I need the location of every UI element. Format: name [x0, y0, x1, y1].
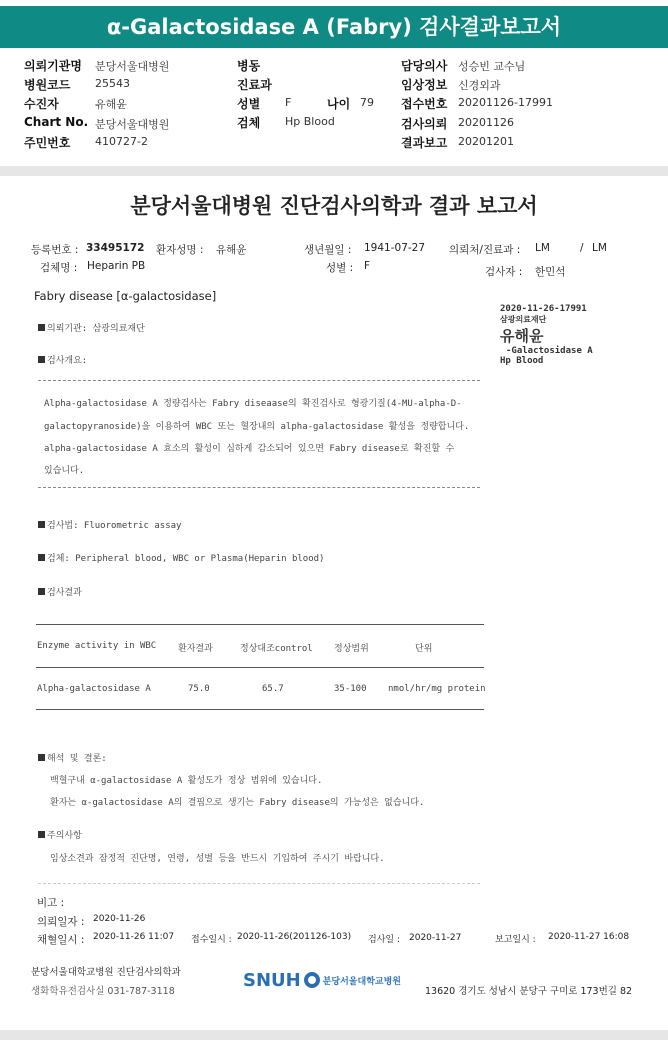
- table-cell-unit: nmol/hr/mg protein: [388, 684, 486, 694]
- ward-label: 병동: [237, 59, 261, 73]
- report-title: 분당서울대병원 진단검사의학과 결과 보고서: [130, 194, 538, 218]
- receipt-no-value: 20201126-17991: [458, 96, 553, 109]
- result-report-value: 20201201: [458, 135, 514, 148]
- overview-line-1: Alpha-galactosidase A 정량검사는 Fabry diseaase의 확진검사로 형광기질(4-MU-alpha-D-: [44, 399, 462, 409]
- table-cell-patient: 75.0: [188, 684, 210, 694]
- bullet-square-icon: [38, 754, 45, 761]
- overview-line-4: 있습니다.: [44, 466, 85, 476]
- test-name: Fabry disease [α-galactosidase]: [34, 289, 217, 303]
- table-header-range: 정상범위: [334, 644, 369, 654]
- result-section: [38, 585, 82, 598]
- examiner-value: 한민석: [535, 266, 566, 278]
- sample-section: [38, 551, 324, 564]
- table-header-unit: 단위: [415, 644, 433, 654]
- dept-label: 의뢰처/진료과 :: [449, 244, 521, 256]
- resident-no-label: 주민번호: [24, 136, 71, 150]
- info-grid: [0, 52, 668, 166]
- footer-department: 분당서울대학교병원 진단검사의학과: [31, 967, 181, 978]
- dob-label: 생년월일 :: [304, 244, 352, 256]
- caution-heading: 주의사항: [47, 831, 82, 841]
- method-section: [38, 518, 181, 531]
- interpretation-heading: 해석 및 결론:: [47, 754, 107, 764]
- sex-label: 성별: [237, 97, 261, 111]
- interpretation-line-2: 환자는 α-galactosidase A의 결핍으로 생기는 Fabry disease의 가능성은 없습니다.: [50, 798, 425, 808]
- reg-no-label: 등록번호 :: [31, 244, 79, 256]
- reg-no-value: 33495172: [86, 242, 145, 254]
- age-value: 79: [360, 96, 374, 109]
- institution-text: 의뢰기관: 삼광의료재단: [47, 324, 145, 334]
- report-banner: [0, 0, 668, 52]
- bullet-square-icon: [38, 521, 45, 528]
- resident-no-value: 410727-2: [95, 135, 148, 148]
- footer-address: 13620 경기도 성남시 분당구 구미로 173번길 82: [425, 986, 633, 997]
- hospital-logo: [243, 968, 401, 992]
- table-header-enzyme: Enzyme activity in WBC: [37, 641, 157, 651]
- stamp-line-1: 2020-11-26-17991: [500, 304, 587, 314]
- result-heading: 검사결과: [47, 588, 82, 598]
- examinee-value: 유해윤: [95, 98, 127, 111]
- test-date-label: 검사일 :: [368, 935, 400, 945]
- examiner-label: 검사자 :: [485, 266, 523, 278]
- collection-value: 2020-11-26 11:07: [93, 932, 175, 942]
- caution-line: 임상소견과 잠정적 진단명, 연령, 성별 등을 반드시 기입하여 주시기 바랍니다.: [50, 854, 385, 864]
- overview-heading: 검사개요:: [47, 356, 88, 366]
- doctor-label: 담당의사: [401, 59, 448, 73]
- examinee-label: 수진자: [24, 97, 59, 111]
- specimen-label: 검체: [237, 116, 261, 130]
- patient-name-value: 유해윤: [216, 244, 247, 256]
- test-date-value: 2020-11-27: [409, 933, 462, 943]
- bullet-square-icon: [38, 588, 45, 595]
- table-cell-control: 65.7: [262, 684, 284, 694]
- result-report-label: 결과보고: [401, 136, 448, 150]
- bullet-square-icon: [38, 356, 45, 363]
- overview-section: [38, 353, 87, 366]
- request-date-value-2: 2020-11-26: [93, 914, 146, 924]
- report-date-label: 보고일시 :: [495, 935, 536, 945]
- department-label: 진료과: [237, 78, 272, 92]
- bullet-square-icon: [38, 554, 45, 561]
- request-date-label: 검사의뢰: [401, 117, 448, 131]
- dashed-divider: [38, 883, 480, 884]
- footer-lab: 생화학유전검사실 031-787-3118: [31, 986, 175, 997]
- bullet-square-icon: [38, 324, 45, 331]
- dashed-divider: [38, 380, 480, 381]
- caution-section: [38, 828, 82, 841]
- remark-label: 비고 :: [37, 897, 65, 909]
- collection-label: 채혈일시 :: [37, 934, 85, 946]
- table-cell-enzyme: Alpha-galactosidase A: [37, 684, 151, 694]
- method-text: 검사법: Fluorometric assay: [47, 521, 182, 531]
- clinical-info-value: 신경외과: [458, 79, 501, 92]
- scanned-report: [0, 176, 668, 1040]
- stamp-line-3: 유해윤: [500, 327, 544, 345]
- dept-value: LM: [535, 242, 550, 254]
- report-date-value: 2020-11-27 16:08: [548, 932, 630, 942]
- receipt-time-value: 2020-11-26(201126-103): [237, 932, 352, 942]
- table-header-control: 정상대조control: [240, 644, 313, 654]
- specimen-name-label: 검체명 :: [40, 262, 78, 274]
- dashed-divider: [38, 487, 480, 488]
- banner-title: α-Galactosidase A (Fabry) 검사결과보고서: [106, 15, 562, 39]
- specimen-name-value: Heparin PB: [87, 260, 146, 272]
- dept-separator: /: [580, 242, 584, 254]
- hospital-code-value: 25543: [95, 77, 130, 90]
- logo-text: SNUH: [243, 969, 301, 991]
- section-divider: [0, 166, 668, 176]
- chart-no-label: Chart No.: [24, 115, 89, 129]
- table-cell-range: 35-100: [334, 684, 367, 694]
- patient-name-label: 환자성명 :: [156, 244, 204, 256]
- receipt-time-label: 접수일시 :: [191, 935, 232, 945]
- logo-hospital-name: 분당서울대학교병원: [322, 976, 401, 987]
- interpretation-line-1: 백혈구내 α-galactosidase A 활성도가 정상 범위에 있습니다.: [50, 776, 323, 786]
- clinical-info-label: 임상정보: [401, 78, 448, 92]
- report-sex-value: F: [364, 260, 371, 272]
- report-sex-label: 성별 :: [326, 262, 354, 274]
- request-date-label-2: 의뢰일자 :: [37, 916, 85, 928]
- request-date-value: 20201126: [458, 116, 514, 129]
- age-label: 나이: [327, 97, 351, 111]
- specimen-stamp: [500, 304, 640, 366]
- stamp-line-5: Hp Blood: [500, 356, 544, 366]
- bullet-square-icon: [38, 831, 45, 838]
- overview-line-2: galactopyranoside)을 이용하여 WBC 또는 혈장내의 alpha-galactosidase 활성을 정량합니다.: [44, 422, 470, 432]
- institution-section: [38, 321, 145, 334]
- doctor-value: 성승빈 교수님: [458, 60, 526, 73]
- hospital-emblem-icon: [304, 972, 320, 988]
- specimen-value: Hp Blood: [285, 115, 335, 128]
- dept-value-2: LM: [592, 242, 607, 254]
- interpretation-section: [38, 751, 107, 764]
- stamp-line-2: 삼광의료재단: [500, 315, 547, 324]
- table-top-rule: [36, 624, 484, 625]
- table-header-rule: [36, 667, 484, 668]
- sample-text: 검체: Peripheral blood, WBC or Plasma(Heparin blood): [47, 554, 325, 564]
- stamp-line-4: -Galactosidase A: [506, 346, 593, 356]
- institution-label: 의뢰기관명: [24, 59, 82, 73]
- dob-value: 1941-07-27: [364, 242, 426, 254]
- overview-line-3: alpha-galactosidase A 효소의 활성이 심하게 감소되어 있으면 Fabry disease로 확진할 수: [44, 444, 455, 454]
- receipt-no-label: 접수번호: [401, 97, 448, 111]
- sex-value: F: [285, 96, 292, 109]
- chart-no-value: 분당서울대병원: [95, 118, 170, 131]
- bottom-divider: [0, 1030, 668, 1040]
- table-bottom-rule: [36, 709, 484, 710]
- table-header-patient: 환자결과: [178, 644, 213, 654]
- institution-value: 분당서울대병원: [95, 60, 170, 73]
- hospital-code-label: 병원코드: [24, 78, 71, 92]
